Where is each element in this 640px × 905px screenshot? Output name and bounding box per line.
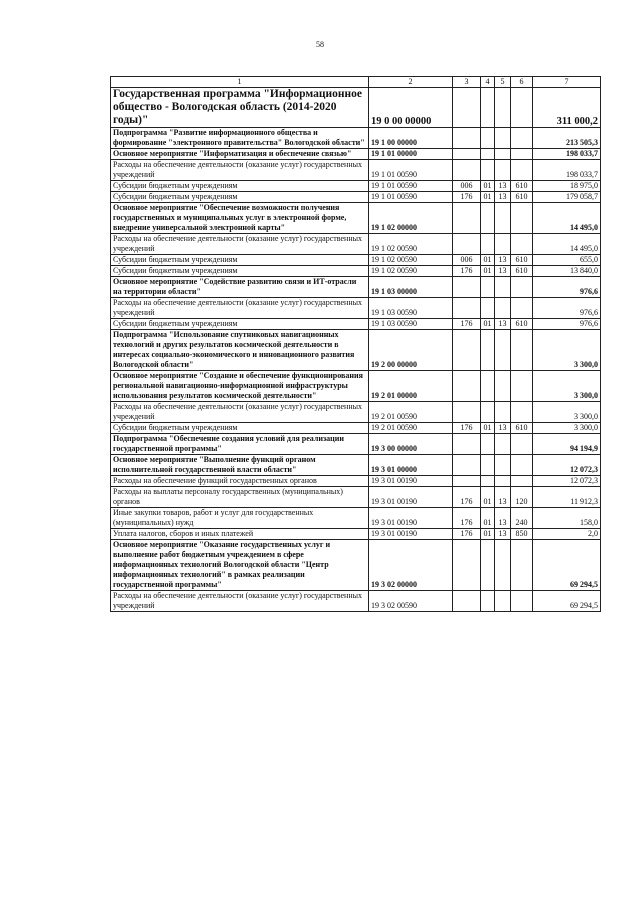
row-expense-type-cell: 610 — [511, 423, 533, 434]
row-grbs-cell: 176 — [453, 319, 481, 330]
row-code-cell: 19 1 03 00000 — [369, 277, 453, 298]
row-subsection-cell: 13 — [495, 266, 511, 277]
row-grbs-cell: 176 — [453, 529, 481, 540]
row-expense-type-cell — [511, 402, 533, 423]
row-code-cell: 19 3 01 00190 — [369, 487, 453, 508]
table-row — [111, 371, 601, 402]
row-amount-cell: 69 294,5 — [533, 540, 601, 591]
row-expense-type-cell — [511, 455, 533, 476]
row-code-cell: 19 1 01 00590 — [369, 160, 453, 181]
row-grbs-cell: 006 — [453, 255, 481, 266]
row-code-cell: 19 3 02 00000 — [369, 540, 453, 591]
row-name-cell: Уплата налогов, сборов и иных платежей — [111, 529, 369, 540]
table-row — [111, 529, 601, 540]
row-code-cell: 19 1 02 00590 — [369, 266, 453, 277]
table-row — [111, 434, 601, 455]
row-name-cell: Основное мероприятие "Оказание государственных услуг и выполнение работ бюджетным учреждением в сфере информационных технологий Вологодской области "Центр информационных технологий" в рамках реализации государственной программы" — [111, 540, 369, 591]
row-section-cell — [481, 160, 495, 181]
row-grbs-cell — [453, 160, 481, 181]
row-grbs-cell: 176 — [453, 266, 481, 277]
row-amount-cell: 179 058,7 — [533, 192, 601, 203]
row-name-cell: Субсидии бюджетным учреждениям — [111, 423, 369, 434]
row-grbs-cell — [453, 203, 481, 234]
table-row — [111, 234, 601, 255]
row-amount-cell: 655,0 — [533, 255, 601, 266]
row-section-cell: 01 — [481, 319, 495, 330]
table-row — [111, 455, 601, 476]
row-amount-cell: 11 912,3 — [533, 487, 601, 508]
row-code-cell: 19 1 01 00000 — [369, 149, 453, 160]
row-code-cell: 19 3 01 00190 — [369, 476, 453, 487]
row-grbs-cell: 176 — [453, 423, 481, 434]
row-subsection-cell — [495, 277, 511, 298]
row-expense-type-cell: 610 — [511, 181, 533, 192]
row-section-cell — [481, 277, 495, 298]
column-header-grbs: 3 — [453, 77, 481, 88]
row-expense-type-cell: 850 — [511, 529, 533, 540]
row-subsection-cell — [495, 455, 511, 476]
row-amount-cell: 976,6 — [533, 319, 601, 330]
row-subsection-cell — [495, 203, 511, 234]
table-row — [111, 88, 601, 128]
row-amount-cell: 198 033,7 — [533, 149, 601, 160]
page-number: 58 — [316, 40, 324, 49]
row-expense-type-cell — [511, 234, 533, 255]
row-name-cell: Расходы на обеспечение деятельности (оказание услуг) государственных учреждений — [111, 591, 369, 612]
row-expense-type-cell: 120 — [511, 487, 533, 508]
row-grbs-cell — [453, 455, 481, 476]
row-amount-cell: 12 072,3 — [533, 455, 601, 476]
row-code-cell: 19 1 02 00590 — [369, 234, 453, 255]
row-subsection-cell — [495, 88, 511, 128]
column-header-subsection: 5 — [495, 77, 511, 88]
row-expense-type-cell — [511, 330, 533, 371]
row-section-cell — [481, 203, 495, 234]
row-section-cell — [481, 402, 495, 423]
row-code-cell: 19 3 01 00190 — [369, 508, 453, 529]
row-subsection-cell — [495, 402, 511, 423]
row-amount-cell: 213 505,3 — [533, 128, 601, 149]
row-amount-cell: 976,6 — [533, 277, 601, 298]
row-section-cell: 01 — [481, 181, 495, 192]
row-expense-type-cell: 610 — [511, 255, 533, 266]
column-header-section: 4 — [481, 77, 495, 88]
column-header-amount: 7 — [533, 77, 601, 88]
table-row — [111, 255, 601, 266]
row-expense-type-cell — [511, 277, 533, 298]
row-code-cell: 19 0 00 00000 — [369, 88, 453, 128]
table-row — [111, 423, 601, 434]
row-amount-cell: 976,6 — [533, 298, 601, 319]
row-subsection-cell: 13 — [495, 487, 511, 508]
row-code-cell: 19 3 01 00190 — [369, 529, 453, 540]
table-row — [111, 181, 601, 192]
row-amount-cell: 69 294,5 — [533, 591, 601, 612]
row-grbs-cell — [453, 476, 481, 487]
row-name-cell: Подпрограмма "Развитие информационного общества и формирование "электронного правительства" Вологодской области" — [111, 128, 369, 149]
column-header-expense-type: 6 — [511, 77, 533, 88]
row-code-cell: 19 1 03 00590 — [369, 298, 453, 319]
row-section-cell — [481, 88, 495, 128]
row-subsection-cell — [495, 371, 511, 402]
table-row — [111, 203, 601, 234]
row-expense-type-cell — [511, 476, 533, 487]
column-header-name: 1 — [111, 77, 369, 88]
row-amount-cell: 94 194,9 — [533, 434, 601, 455]
row-name-cell: Подпрограмма "Использование спутниковых навигационных технологий и других результатов космической деятельности в интересах социально-экономического и инновационного развития Вологодской области" — [111, 330, 369, 371]
row-expense-type-cell: 610 — [511, 192, 533, 203]
row-section-cell — [481, 540, 495, 591]
row-name-cell: Субсидии бюджетным учреждениям — [111, 181, 369, 192]
row-section-cell: 01 — [481, 508, 495, 529]
budget-table — [110, 76, 601, 612]
row-subsection-cell: 13 — [495, 181, 511, 192]
row-name-cell: Основное мероприятие "Информатизация и обеспечение связью" — [111, 149, 369, 160]
row-name-cell: Расходы на обеспечение деятельности (оказание услуг) государственных учреждений — [111, 402, 369, 423]
row-expense-type-cell — [511, 371, 533, 402]
row-code-cell: 19 1 03 00590 — [369, 319, 453, 330]
row-section-cell: 01 — [481, 529, 495, 540]
row-subsection-cell: 13 — [495, 508, 511, 529]
row-grbs-cell — [453, 298, 481, 319]
table-row — [111, 128, 601, 149]
row-name-cell: Субсидии бюджетным учреждениям — [111, 319, 369, 330]
row-section-cell: 01 — [481, 487, 495, 508]
table-row — [111, 319, 601, 330]
row-name-cell: Иные закупки товаров, работ и услуг для государственных (муниципальных) нужд — [111, 508, 369, 529]
row-expense-type-cell — [511, 88, 533, 128]
row-name-cell: Расходы на обеспечение деятельности (оказание услуг) государственных учреждений — [111, 298, 369, 319]
row-subsection-cell — [495, 330, 511, 371]
row-amount-cell: 311 000,2 — [533, 88, 601, 128]
row-section-cell — [481, 234, 495, 255]
table-row — [111, 160, 601, 181]
row-amount-cell: 3 300,0 — [533, 423, 601, 434]
row-subsection-cell — [495, 128, 511, 149]
row-code-cell: 19 2 01 00590 — [369, 423, 453, 434]
row-section-cell — [481, 128, 495, 149]
row-expense-type-cell: 610 — [511, 319, 533, 330]
row-expense-type-cell — [511, 540, 533, 591]
row-code-cell: 19 2 01 00000 — [369, 371, 453, 402]
table-row — [111, 508, 601, 529]
row-amount-cell: 198 033,7 — [533, 160, 601, 181]
row-amount-cell: 2,0 — [533, 529, 601, 540]
row-amount-cell: 3 300,0 — [533, 330, 601, 371]
row-code-cell: 19 1 01 00590 — [369, 181, 453, 192]
row-amount-cell: 3 300,0 — [533, 402, 601, 423]
row-section-cell: 01 — [481, 255, 495, 266]
table-header-row — [111, 77, 601, 88]
row-amount-cell: 12 072,3 — [533, 476, 601, 487]
table-row — [111, 277, 601, 298]
row-code-cell: 19 1 01 00590 — [369, 192, 453, 203]
row-code-cell: 19 3 01 00000 — [369, 455, 453, 476]
table-row — [111, 149, 601, 160]
row-amount-cell: 18 975,0 — [533, 181, 601, 192]
row-name-cell: Подпрограмма "Обеспечение создания условий для реализации государственной программы" — [111, 434, 369, 455]
row-subsection-cell — [495, 234, 511, 255]
row-amount-cell: 13 840,0 — [533, 266, 601, 277]
table-row — [111, 540, 601, 591]
row-name-cell: Расходы на обеспечение деятельности (оказание услуг) государственных учреждений — [111, 234, 369, 255]
table-body — [111, 88, 601, 612]
row-name-cell: Субсидии бюджетным учреждениям — [111, 255, 369, 266]
row-grbs-cell — [453, 402, 481, 423]
row-section-cell — [481, 298, 495, 319]
row-section-cell — [481, 149, 495, 160]
table-row — [111, 591, 601, 612]
table-row — [111, 266, 601, 277]
row-grbs-cell — [453, 88, 481, 128]
row-subsection-cell — [495, 540, 511, 591]
row-section-cell — [481, 591, 495, 612]
row-subsection-cell — [495, 149, 511, 160]
row-expense-type-cell — [511, 203, 533, 234]
row-expense-type-cell: 240 — [511, 508, 533, 529]
table-row — [111, 192, 601, 203]
row-subsection-cell — [495, 476, 511, 487]
row-grbs-cell — [453, 434, 481, 455]
row-amount-cell: 14 495,0 — [533, 234, 601, 255]
row-name-cell: Государственная программа "Информационное общество - Вологодская область (2014-2020 годы)" — [111, 88, 369, 128]
row-name-cell: Расходы на обеспечение функций государственных органов — [111, 476, 369, 487]
row-expense-type-cell — [511, 160, 533, 181]
row-section-cell — [481, 455, 495, 476]
row-name-cell: Основное мероприятие "Выполнение функций органом исполнительной государственной власти области" — [111, 455, 369, 476]
table-row — [111, 487, 601, 508]
row-section-cell — [481, 371, 495, 402]
row-section-cell — [481, 434, 495, 455]
row-grbs-cell — [453, 128, 481, 149]
row-code-cell: 19 3 00 00000 — [369, 434, 453, 455]
row-name-cell: Субсидии бюджетным учреждениям — [111, 192, 369, 203]
table-row — [111, 476, 601, 487]
row-grbs-cell — [453, 234, 481, 255]
row-name-cell: Основное мероприятие "Создание и обеспечение функционирования региональной навигационно-информационной инфраструктуры использования результатов космической деятельности" — [111, 371, 369, 402]
row-amount-cell: 3 300,0 — [533, 371, 601, 402]
row-code-cell: 19 2 01 00590 — [369, 402, 453, 423]
row-grbs-cell: 176 — [453, 487, 481, 508]
row-code-cell: 19 1 02 00000 — [369, 203, 453, 234]
row-name-cell: Основное мероприятие "Обеспечение возможности получения государственных и муниципальных услуг в электронной форме, внедрение универсальной электронной карты" — [111, 203, 369, 234]
row-amount-cell: 158,0 — [533, 508, 601, 529]
row-subsection-cell: 13 — [495, 255, 511, 266]
row-section-cell — [481, 330, 495, 371]
row-grbs-cell — [453, 330, 481, 371]
row-code-cell: 19 1 00 00000 — [369, 128, 453, 149]
row-expense-type-cell — [511, 591, 533, 612]
row-grbs-cell — [453, 371, 481, 402]
row-code-cell: 19 1 02 00590 — [369, 255, 453, 266]
table-row — [111, 298, 601, 319]
row-grbs-cell — [453, 591, 481, 612]
row-grbs-cell — [453, 149, 481, 160]
row-code-cell: 19 3 02 00590 — [369, 591, 453, 612]
row-subsection-cell — [495, 434, 511, 455]
table-row — [111, 330, 601, 371]
column-header-code: 2 — [369, 77, 453, 88]
row-code-cell: 19 2 00 00000 — [369, 330, 453, 371]
row-grbs-cell: 006 — [453, 181, 481, 192]
row-grbs-cell — [453, 277, 481, 298]
table-row — [111, 402, 601, 423]
row-subsection-cell: 13 — [495, 192, 511, 203]
row-subsection-cell: 13 — [495, 319, 511, 330]
row-expense-type-cell — [511, 434, 533, 455]
row-expense-type-cell — [511, 298, 533, 319]
row-grbs-cell: 176 — [453, 192, 481, 203]
row-expense-type-cell — [511, 128, 533, 149]
row-grbs-cell: 176 — [453, 508, 481, 529]
row-expense-type-cell — [511, 149, 533, 160]
row-section-cell: 01 — [481, 423, 495, 434]
row-subsection-cell: 13 — [495, 423, 511, 434]
row-name-cell: Основное мероприятие "Содействие развитию связи и ИТ-отрасли на территории области" — [111, 277, 369, 298]
row-subsection-cell — [495, 591, 511, 612]
row-name-cell: Расходы на обеспечение деятельности (оказание услуг) государственных учреждений — [111, 160, 369, 181]
row-section-cell — [481, 476, 495, 487]
row-section-cell: 01 — [481, 192, 495, 203]
row-subsection-cell — [495, 298, 511, 319]
row-subsection-cell — [495, 160, 511, 181]
row-name-cell: Расходы на выплаты персоналу государственных (муниципальных) органов — [111, 487, 369, 508]
row-expense-type-cell: 610 — [511, 266, 533, 277]
row-grbs-cell — [453, 540, 481, 591]
row-subsection-cell: 13 — [495, 529, 511, 540]
row-section-cell: 01 — [481, 266, 495, 277]
row-amount-cell: 14 495,0 — [533, 203, 601, 234]
row-name-cell: Субсидии бюджетным учреждениям — [111, 266, 369, 277]
